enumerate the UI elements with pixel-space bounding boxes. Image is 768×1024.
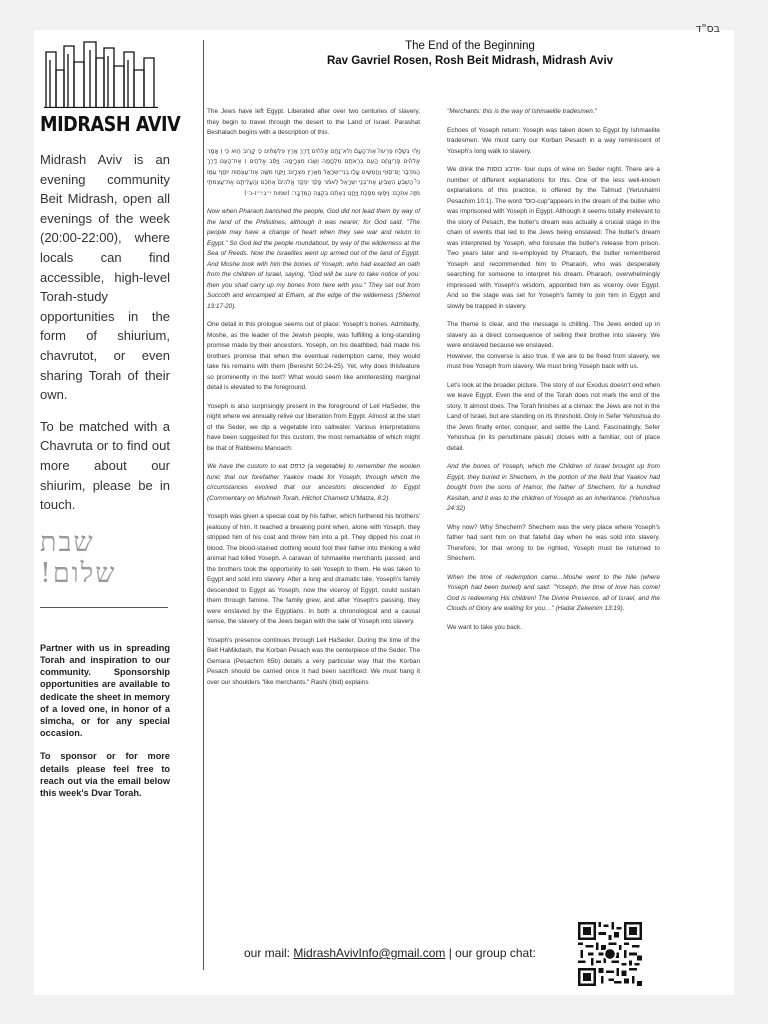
brand-name: MIDRASH AVIV — [40, 112, 181, 136]
paragraph: Echoes of Yoseph return: Yoseph was taken down to Egypt by Ishmaelite tradesmen. We must carry our Korban Pesach in a way reminiscent of Yoseph's long walk to slavery. — [447, 126, 660, 155]
footer-suffix: | our group chat: — [445, 946, 536, 960]
shabbat-shalom: שבת שלום! — [40, 526, 117, 589]
paragraph: Now when Pharaoh banished the people, God did not lead them by way of the land of the Philistines, although it was nearer; for God said, "The people may have a change of heart when they see war and return to Egypt." So God led the people roundabout, by way of the wilderness at the Sea of Reeds. Now the Israelites went up armed out of the land of Egypt. And Moshe took with him the bones of Yoseph, who had exacted an oath from the children of Israel, saying, "God will be sure to take notice of you: then you shall carry up my bones from here with you." They set out from Succoth and encamped at Etham, at the edge of the wilderness (Shemot 13:17-20). — [207, 208, 420, 310]
hebrew-quote: וַיְהִ֗י בְּשַׁלַּ֣ח פַּרְעֹה֮ אֶת־הָעָם֒ וְלֹא־נָחָ֣ם אֱלֹהִ֗ים דֶּ֚רֶךְ אֶ֣רֶץ פְּלִשְׁתִּ֔ים כִּ֥י קָר֖וֹב ה֑וּא כִּ֣י ׀ אָמַ֣ר אֱלֹהִ֗ים פֶּֽן־יִנָּחֵ֥ם הָעָ֛ם בִּרְאֹתָ֥ם מִלְחָמָ֖ה וְשָׁ֥בוּ מִצְרָֽיְמָה׃ וַיַּסֵּ֨ב אֱלֹהִ֧ים ׀ אֶת־הָעָ֛ם דֶּ֥רֶךְ הַמִּדְבָּ֖ר יַם־ס֑וּף וַחֲמֻשִׁ֛ים עָל֥וּ בְנֵי־יִשְׂרָאֵ֖ל מֵאֶ֥רֶץ מִצְרָֽיִם׃ וַיִּקַּ֥ח מֹשֶׁ֛ה אֶת־עַצְמ֥וֹת יוֹסֵ֖ף עִמּ֑וֹ כִּי֩ הַשְׁבֵּ֨עַ הִשְׁבִּ֜יעַ אֶת־בְּנֵ֤י יִשְׂרָאֵל֙ לֵאמֹ֔ר פָּקֹ֨ד יִפְקֹ֤ד אֱלֹהִים֙ אֶתְכֶ֔ם וְהַעֲלִיתֶ֧ם אֶת־עַצְמֹתַ֛י מִזֶּ֖ה אִתְּכֶֽם׃ וַיִּסְע֖וּ מִסֻּכֹּ֑ת וַיַּחֲנ֣וּ בְאֵתָ֔ם בִּקְצֵ֖ה הַמִּדְבָּֽר׃ (שמות י״ג:י״ז-כ׳) — [207, 147, 420, 197]
footer-contact — [244, 946, 536, 960]
article-heading — [240, 39, 700, 69]
bsd-header: בס"ד — [695, 22, 720, 35]
right-column — [447, 107, 660, 641]
qr-code-icon[interactable] — [578, 922, 642, 986]
paragraph: Let's look at the broader picture. The story of our Exodus doesn't end when we leave Egypt. Even the end of the Torah does not mark the end of the story. It almost does. The Torah finishes at a climax: the Jews are not in the Land of Israel, but are standing on its threshold. Only in Sefer Yehoshua do the Jews finally enter, conquer, and settle the Land. Fascinatingly, Sefer Yehoshua (in its penultimate pasuk) closes with a familiar, out of place detail. — [447, 381, 660, 452]
article-title: The End of the Beginning — [405, 40, 535, 52]
paragraph: Yoseph's presence continues through Leil HaSeder. During the time of the Beit HaMikdash, the Korban Pesach was the centerpiece of the Seder. The Gemara (Pesachim 65b) details a very particular way that the Korban Pesach should be carried once it had been sacrificed: We must hang it over our shoulders "like merchants." Rashi (ibid) explains — [207, 636, 420, 686]
paragraph: Why now? Why Shechem? Shechem was the very place where Yoseph's father had sent him on that fateful day when he was sold into slavery. Therefore, for that wrong to be righted, Yoseph must be returned to Shechem. — [447, 523, 660, 562]
paragraph: "Merchants: this is the way of Ishmaelite tradesmen." — [447, 108, 597, 115]
paragraph: We have the custom to eat כרפס (a vegetable) to remember the woolen tunic that our forefather Yaakov made for Yoseph; through which the circumstances evolved that our ancestors descended to Egypt (Commentary on Mishneh Torah, Hilchot Chametz U'Matza, 8:2) — [207, 463, 420, 502]
paragraph: We drink the ארבע כוסות- four cups of wine on Seder night. There are a number of different explanations for this. One of the less well-known explanations of this practice, is offered by the Talmud (Yerushalmi Pesachim 10:1). The word "כוס-cup"appears in the dream of the butler who was imprisoned with Yoseph in Egypt. Although it seems totally irrelevant to the story of Pesach, the butler's dream was actually a crucial stage in the chain of events that led to the Jews being enslaved: The butler's dream was interpreted by Yoseph, who foresaw the butler's release from prison. Two years later and re-employed by Pharaoh, the butler remembered Yoseph and recommended him to Pharaoh, who was desperately searching for someone to interpret his dream. Pharaoh, overwhelmingly impressed with Yoseph's wisdom, appointed him as viceroy over Egypt. And so the stage was set for Yoseph's family to join him in Egypt and slowly be trapped in slavery. — [447, 166, 660, 310]
sponsorship-info — [40, 642, 170, 799]
paragraph: One detail in this prologue seems out of place: Yoseph's bones. Admitedly, Moshe, as the leader of the Jewish people, was fulfilling a long-standing promise made by their ancestors. Yoseph, on his deathbed, had made his brothers promise that when the eventual redemption came, they would take his remains with them (Bereshit 50:24-25). Yet, why does thisfeature so prominently in the text? What would seem like aninteresting marginal detail is elevated to the foreground. — [207, 321, 420, 391]
paragraph: The theme is clear, and the message is chilling. The Jews ended up in slavery as a direct consequence of selling their brother into slavery. We were enslaved because we enslaved. — [447, 321, 660, 349]
sponsor-text: To sponsor or for more details please feel free to reach out via the email below this week's Dvar Torah. — [40, 751, 170, 798]
paragraph: And the bones of Yoseph, which the Children of Israel brought up from Egypt, they buried in Shechem, in the portion of the field that Yaakov had bought from the sons of Hamor, the father of Shechem, for a hundred Kesitah, and it was to the children of Yoseph as an inheritance. (Yehoshua 24:32) — [447, 463, 660, 512]
footer-prefix: our mail: — [244, 946, 294, 960]
email-link[interactable]: MidrashAvivInfo@gmail.com — [293, 946, 446, 960]
partner-text: Partner with us in spreading Torah and inspiration to our community. Sponsorship opportunities are available to dedicate the sheet in memory of a loved one, in honor of a simcha, or for any special occasion. — [40, 642, 170, 739]
column-divider — [203, 40, 204, 970]
paragraph: Yoseph was given a special coat by his father, which furthered his brothers' jealousy of him. It reached a breaking point when, alone with Yoseph, they stripped him of his coat and threw him into a pit. They dipped his coat in blood. The blood-stained clothing would fool their father into thinking a wild animal had killed Yoseph. A caravan of Ishmaelite merchants passed, and the brothers took the opportunity to sell Yoseph to them. He was taken to Egypt and sold into slavery. After a long and dramatic tale, Yoseph's family descended to Egypt as Yoseph, now the viceroy of Egypt, could sustain them through famine. The family grew, and after Yoseph's passing, they were enslaved by the Egyptians. In both a chronological and a causal sense, the slavery of the Jews began with the sale of Yoseph into slavery. — [207, 513, 420, 625]
city-skyline-logo — [44, 40, 160, 108]
left-column — [207, 107, 420, 696]
match-text: To be matched with a Chavruta or to find out more about our shiurim, please be in touch. — [40, 418, 170, 513]
article-subtitle: Rav Gavriel Rosen, Rosh Beit Midrash, Midrash Aviv — [326, 55, 614, 67]
intro-text: Midrash Aviv is an evening community Beit Midrash, open all evenings of the week (20:00-22:00), where locals can find accessible, high-level Torah-study opportunities in the form of shiurium, chavrutot, or even sharing Torah of their own. — [40, 152, 170, 403]
sidebar-divider — [40, 607, 168, 608]
paragraph: We want to take you back. — [447, 623, 522, 631]
paragraph: However, the converse is also true. If we are to be freed from slavery, we must free Yoseph from slavery. We must bring Yoseph back with us. — [447, 352, 660, 370]
paragraph: Yoseph is also surprisingly present in the foreground of Leil HaSeder, the night where we annually relive our liberation from Egypt. Almost at the start of the Seder, we dip a vegetable into saltwater. Various interpretations have been suggested for this custom, the most remarkable of which might be that of Rabbeinu Manoach: — [207, 402, 420, 452]
paragraph: When the time of redemption came…Moshe went to the Nile (where Yoseph had been buried) and said: "Yoseph, the time of love has come! God is redeeming His children! The Divine Presence, all of Israel, and the Clouds of Glory are waiting for you…" (Hadar Zekeinim 13:19). — [447, 573, 660, 612]
sidebar — [40, 40, 181, 810]
paragraph: The Jews have left Egypt. Liberated after over two centuries of slavery, they begin to travel through the desert to the Land of Israel. Parashat Beshalach begins with a description of this. — [207, 108, 420, 136]
sidebar-description — [40, 150, 170, 515]
